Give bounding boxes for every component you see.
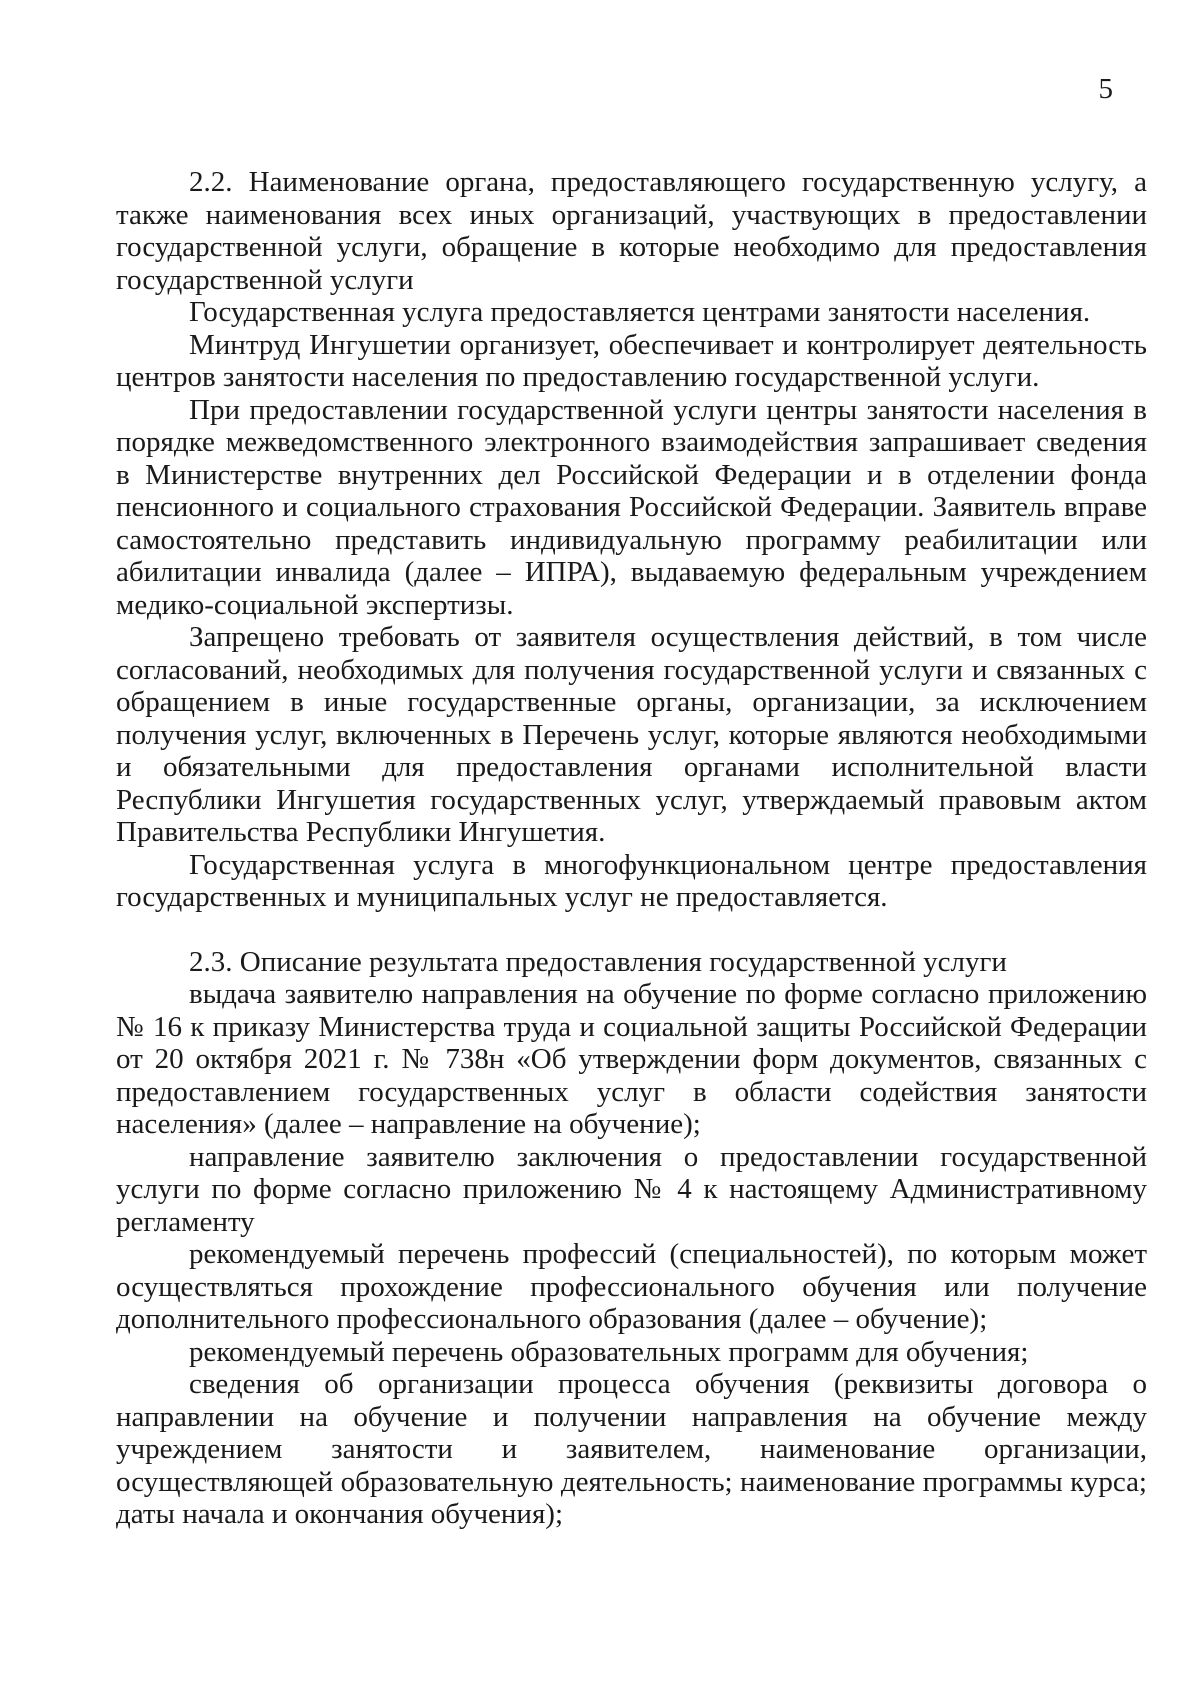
document-body (116, 166, 1147, 1531)
paragraph: Запрещено требовать от заявителя осуществления действий, в том числе согласований, необходимых для получения государственной услуги и связанных с обращением в иные государственные органы, организации, за исключением получения услуг, включенных в Перечень услуг, которые являются необходимыми и обязательными для предоставления органами исполнительной власти Республики Ингушетия государственных услуг, утверждаемый правовым актом Правительства Республики Ингушетия. (116, 621, 1147, 848)
paragraph: выдача заявителю направления на обучение по форме согласно приложению № 16 к приказу Министерства труда и социальной защиты Российской Федерации от 20 октября 2021 г. № 738н «Об утверждении форм документов, связанных с предоставлением государственных услуг в области содействия занятости населения» (далее – направление на обучение); (116, 978, 1147, 1140)
section-2-3 (116, 946, 1147, 1531)
paragraph: При предоставлении государственной услуги центры занятости населения в порядке межведомственного электронного взаимодействия запрашивает сведения в Министерстве внутренних дел Российской Федерации и в отделении фонда пенсионного и социального страхования Российской Федерации. Заявитель вправе самостоятельно представить индивидуальную программу реабилитации или абилитации инвалида (далее – ИПРА), выдаваемую федеральным учреждением медико-социальной экспертизы. (116, 393, 1147, 621)
paragraph: направление заявителю заключения о предоставлении государственной услуги по форме согласно приложению № 4 к настоящему Административному регламенту (116, 1140, 1147, 1238)
section-heading: 2.3. Описание результата предоставления государственной услуги (189, 945, 1007, 978)
paragraph: Минтруд Ингушетии организует, обеспечивает и контролирует деятельность центров занятости населения по предоставлению государственной услуги. (116, 328, 1147, 393)
paragraph: Государственная услуга предоставляется центрами занятости населения. (189, 296, 1091, 328)
page-number: 5 (1098, 73, 1113, 105)
section-spacer (116, 914, 1147, 946)
paragraph: рекомендуемый перечень образовательных программ для обучения; (189, 1335, 1029, 1368)
section-heading: 2.2. Наименование органа, предоставляющего государственную услугу, а также наименования всех иных организаций, участвующих в предоставлении государственной услуги, обращение в которые необходимо для предоставления государственной услуги (116, 166, 1147, 296)
paragraph: Государственная услуга в многофункциональном центре предоставления государственных и муниципальных услуг не предоставляется. (116, 848, 1147, 913)
paragraph: рекомендуемый перечень профессий (специальностей), по которым может осуществляться прохождение профессионального обучения или получение дополнительного профессионального образования (далее – обучение); (116, 1238, 1147, 1335)
section-2-2 (116, 166, 1147, 914)
paragraph: сведения об организации процесса обучения (реквизиты договора о направлении на обучение и получении направления на обучение между учреждением занятости и заявителем, наименование организации, осуществляющей образовательную деятельность; наименование программы курса; даты начала и окончания обучения); (116, 1368, 1147, 1530)
